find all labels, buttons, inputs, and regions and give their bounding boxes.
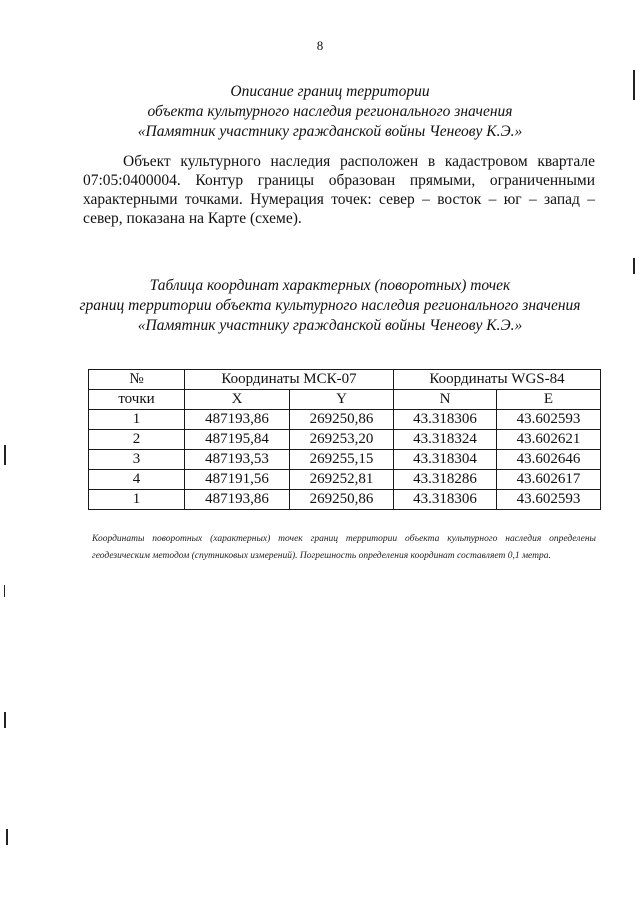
n-header: N	[394, 390, 497, 410]
y-cell: 269252,81	[290, 470, 394, 490]
e-cell: 43.602621	[497, 430, 601, 450]
x-header: X	[185, 390, 290, 410]
point-number-cell: 4	[89, 470, 185, 490]
table-row	[89, 410, 601, 430]
table-subheader-row	[89, 390, 601, 410]
y-cell: 269250,86	[290, 410, 394, 430]
description-heading-line: Описание границ территории	[230, 83, 430, 100]
e-header: E	[497, 390, 601, 410]
description-heading	[60, 82, 600, 142]
table-heading-line: «Памятник участнику гражданской войны Ченеову К.Э.»	[137, 317, 523, 334]
point-number-cell: 2	[89, 430, 185, 450]
msk-07-header: Координаты МСК-07	[185, 370, 394, 390]
table-row	[89, 450, 601, 470]
x-cell: 487193,53	[185, 450, 290, 470]
x-cell: 487195,84	[185, 430, 290, 450]
wgs-84-header: Координаты WGS-84	[394, 370, 601, 390]
description-heading-line: «Памятник участнику гражданской войны Ченеову К.Э.»	[137, 123, 523, 140]
scan-edge-mark	[4, 712, 6, 728]
point-label-header: точки	[89, 390, 185, 410]
y-cell: 269255,15	[290, 450, 394, 470]
e-cell: 43.602593	[497, 410, 601, 430]
table-row	[89, 490, 601, 510]
scan-edge-mark	[633, 70, 635, 100]
table-row	[89, 430, 601, 450]
e-cell: 43.602617	[497, 470, 601, 490]
scan-edge-mark	[633, 258, 635, 274]
n-cell: 43.318306	[394, 410, 497, 430]
y-cell: 269250,86	[290, 490, 394, 510]
e-cell: 43.602593	[497, 490, 601, 510]
n-cell: 43.318324	[394, 430, 497, 450]
table-heading	[60, 276, 600, 336]
point-number-cell: 1	[89, 490, 185, 510]
table-heading-line: границ территории объекта культурного наследия регионального значения	[79, 297, 581, 314]
point-number-cell: 1	[89, 410, 185, 430]
scan-edge-mark	[4, 585, 5, 597]
footnote: Координаты поворотных (характерных) точек границ территории объекта культурного наследия определены геодезическим методом (спутниковых измерений). Погрешность определения координат составляет 0,1 метра.	[92, 534, 596, 561]
description-heading-line: объекта культурного наследия регионального значения	[147, 103, 513, 120]
description-paragraph: Объект культурного наследия расположен в кадастровом квартале 07:05:0400004. Контур границы образован прямыми, ограниченными характерными точками. Нумерация точек: север – восток – юг – запад – север, показана на Карте (схеме).	[83, 153, 595, 227]
point-number-header: №	[89, 370, 185, 390]
page-number: 8	[316, 38, 324, 53]
point-number-cell: 3	[89, 450, 185, 470]
table-header-row	[89, 370, 601, 390]
n-cell: 43.318306	[394, 490, 497, 510]
x-cell: 487191,56	[185, 470, 290, 490]
n-cell: 43.318304	[394, 450, 497, 470]
table-heading-line: Таблица координат характерных (поворотных) точек	[149, 277, 511, 294]
x-cell: 487193,86	[185, 490, 290, 510]
coordinates-table	[88, 369, 601, 510]
e-cell: 43.602646	[497, 450, 601, 470]
x-cell: 487193,86	[185, 410, 290, 430]
scan-edge-mark	[6, 829, 8, 845]
y-header: Y	[290, 390, 394, 410]
n-cell: 43.318286	[394, 470, 497, 490]
scan-edge-mark	[4, 445, 6, 465]
y-cell: 269253,20	[290, 430, 394, 450]
table-row	[89, 470, 601, 490]
description-body	[83, 152, 595, 228]
